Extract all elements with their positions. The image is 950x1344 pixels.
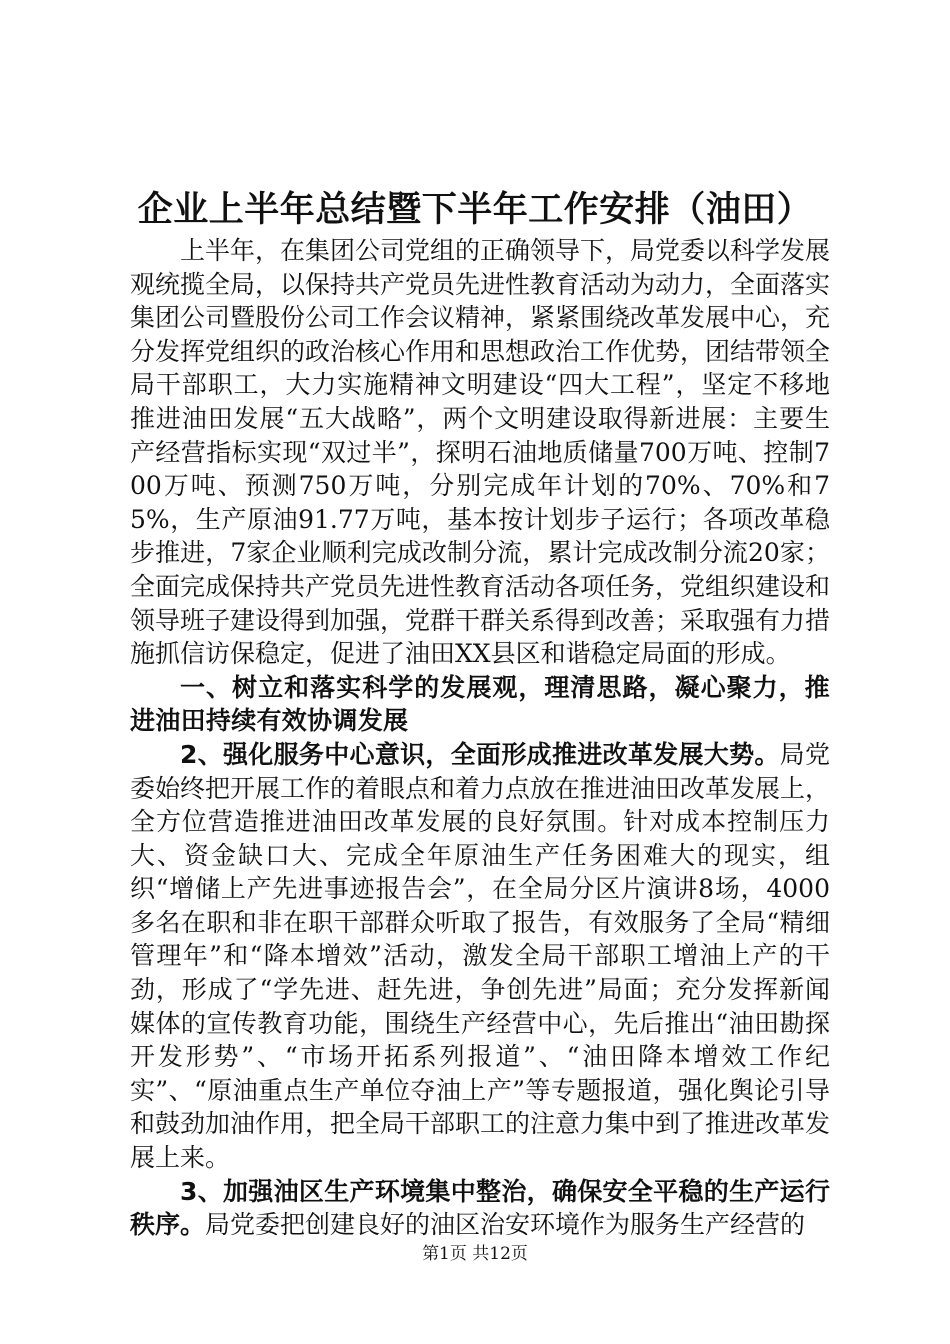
section-2-lead: 2、强化服务中心意识，全面形成推进改革发展大势。 [180,739,780,769]
section-3-lead: 3、加强油区生产环境集中整治，确保安全平稳的生产运行秩序。 [130,1176,830,1240]
intro-paragraph: 上半年，在集团公司党组的正确领导下，局党委以科学发展观统揽全局，以保持共产党员先进性教育活动为动力，全面落实集团公司暨股份公司工作会议精神，紧紧围绕改革发展中心，充分发挥党组织的政治核心作用和思想政治工作优势，团结带领全局干部职工，大力实施精神文明建设“四大工程”，坚定不移地推进油田发展“五大战略”，两个文明建设取得新进展：主要生产经营指标实现“双过半”，探明石油地质储量700万吨、控制700万吨、预测750万吨，分别完成年计划的70%、70%和75%，生产原油91.77万吨，基本按计划步子运行；各项改革稳步推进，7家企业顺利完成改制分流，累计完成改制分流20家；全面完成保持共产党员先进性教育活动各项任务，党组织建设和领导班子建设得到加强，党群干群关系得到改善；采取强有力措施抓信访保稳定，促进了油田XX县区和谐稳定局面的形成。 [130,236,831,669]
page-number-footer: 第1页 共12页 [422,1244,528,1264]
document-body [130,234,830,1242]
section-3-paragraph [130,1175,830,1242]
document-title: 企业上半年总结暨下半年工作安排（油田） [137,190,813,230]
section-2-paragraph [130,738,830,1175]
section-3-text: 局党委把创建良好的油区治安环境作为服务生产经营的 [205,1210,806,1240]
section-2-text: 局党委始终把开展工作的着眼点和着力点放在推进油田改革发展上，全方位营造推进油田改革发展的良好氛围。针对成本控制压力大、资金缺口大、完成全年原油生产任务困难大的现实，组织“增储上产先进事迹报告会”，在全局分区片演讲8场，4000多名在职和非在职干部群众听取了报告，有效服务了全局“精细管理年”和“降本增效”活动，激发全局干部职工增油上产的干劲，形成了“学先进、赶先进，争创先进”局面；充分发挥新闻媒体的宣传教育功能，围绕生产经营中心，先后推出“油田勘探开发形势”、“市场开拓系列报道”、“油田降本增效工作纪实”、“原油重点生产单位夺油上产”等专题报道，强化舆论引导和鼓劲加油作用，把全局干部职工的注意力集中到了推进改革发展上来。 [130,739,831,1173]
section-heading-1: 一、树立和落实科学的发展观，理清思路，凝心聚力，推进油田持续有效协调发展 [130,672,830,736]
